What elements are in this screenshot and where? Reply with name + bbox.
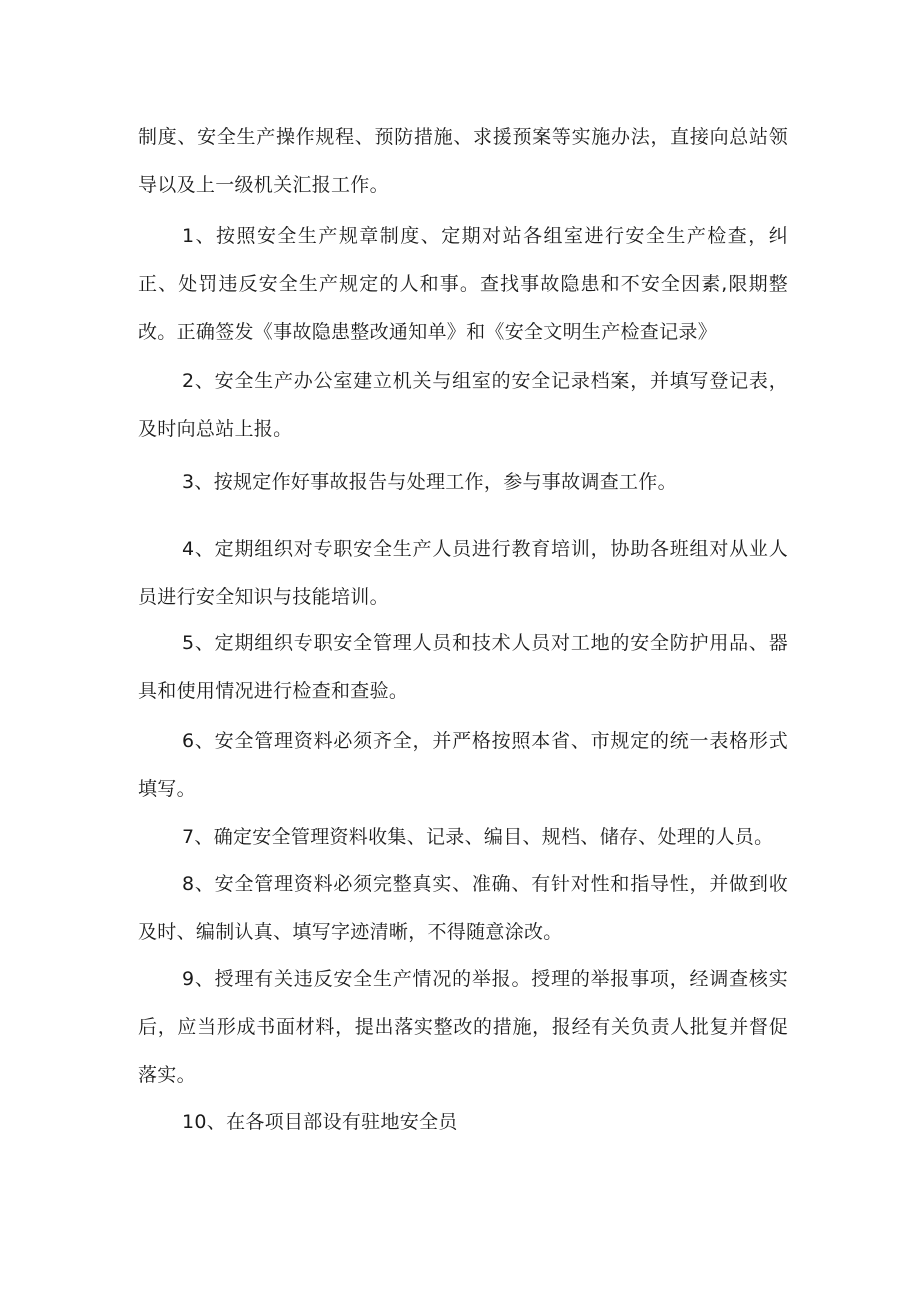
list-item-6: 6、安全管理资料必须齐全，并严格按照本省、市规定的统一表格形式填写。 <box>138 730 788 800</box>
list-item-10: 10、在各项目部设有驻地安全员 <box>182 1111 458 1133</box>
list-item-4: 4、定期组织对专职安全生产人员进行教育培训，协助各班组对从业人员进行安全知识与技能培训。 <box>138 538 788 608</box>
list-item-5: 5、定期组织专职安全管理人员和技术人员对工地的安全防护用品、器具和使用情况进行检查和查验。 <box>138 632 788 702</box>
list-item-8: 8、安全管理资料必须完整真实、准确、有针对性和指导性，并做到收及时、编制认真、填写字迹清晰，不得随意涂改。 <box>138 873 788 943</box>
list-item-9: 9、授理有关违反安全生产情况的举报。授理的举报事项，经调查核实后，应当形成书面材料，提出落实整改的措施，报经有关负责人批复并督促落实。 <box>138 968 788 1086</box>
list-item-1: 1、按照安全生产规章制度、定期对站各组室进行安全生产检查，纠正、处罚违反安全生产规定的人和事。查找事故隐患和不安全因素,限期整改。正确签发《事故隐患整改通知单》和《安全文明生产检查记录》 <box>138 225 788 343</box>
list-item-7: 7、确定安全管理资料收集、记录、编目、规档、储存、处理的人员。 <box>182 826 774 848</box>
paragraph-continuation: 制度、安全生产操作规程、预防措施、求援预案等实施办法，直接向总站领导以及上一级机关汇报工作。 <box>138 126 788 196</box>
list-item-3: 3、按规定作好事故报告与处理工作，参与事故调查工作。 <box>182 471 677 493</box>
list-item-2: 2、安全生产办公室建立机关与组室的安全记录档案，并填写登记表，及时向总站上报。 <box>138 370 788 440</box>
